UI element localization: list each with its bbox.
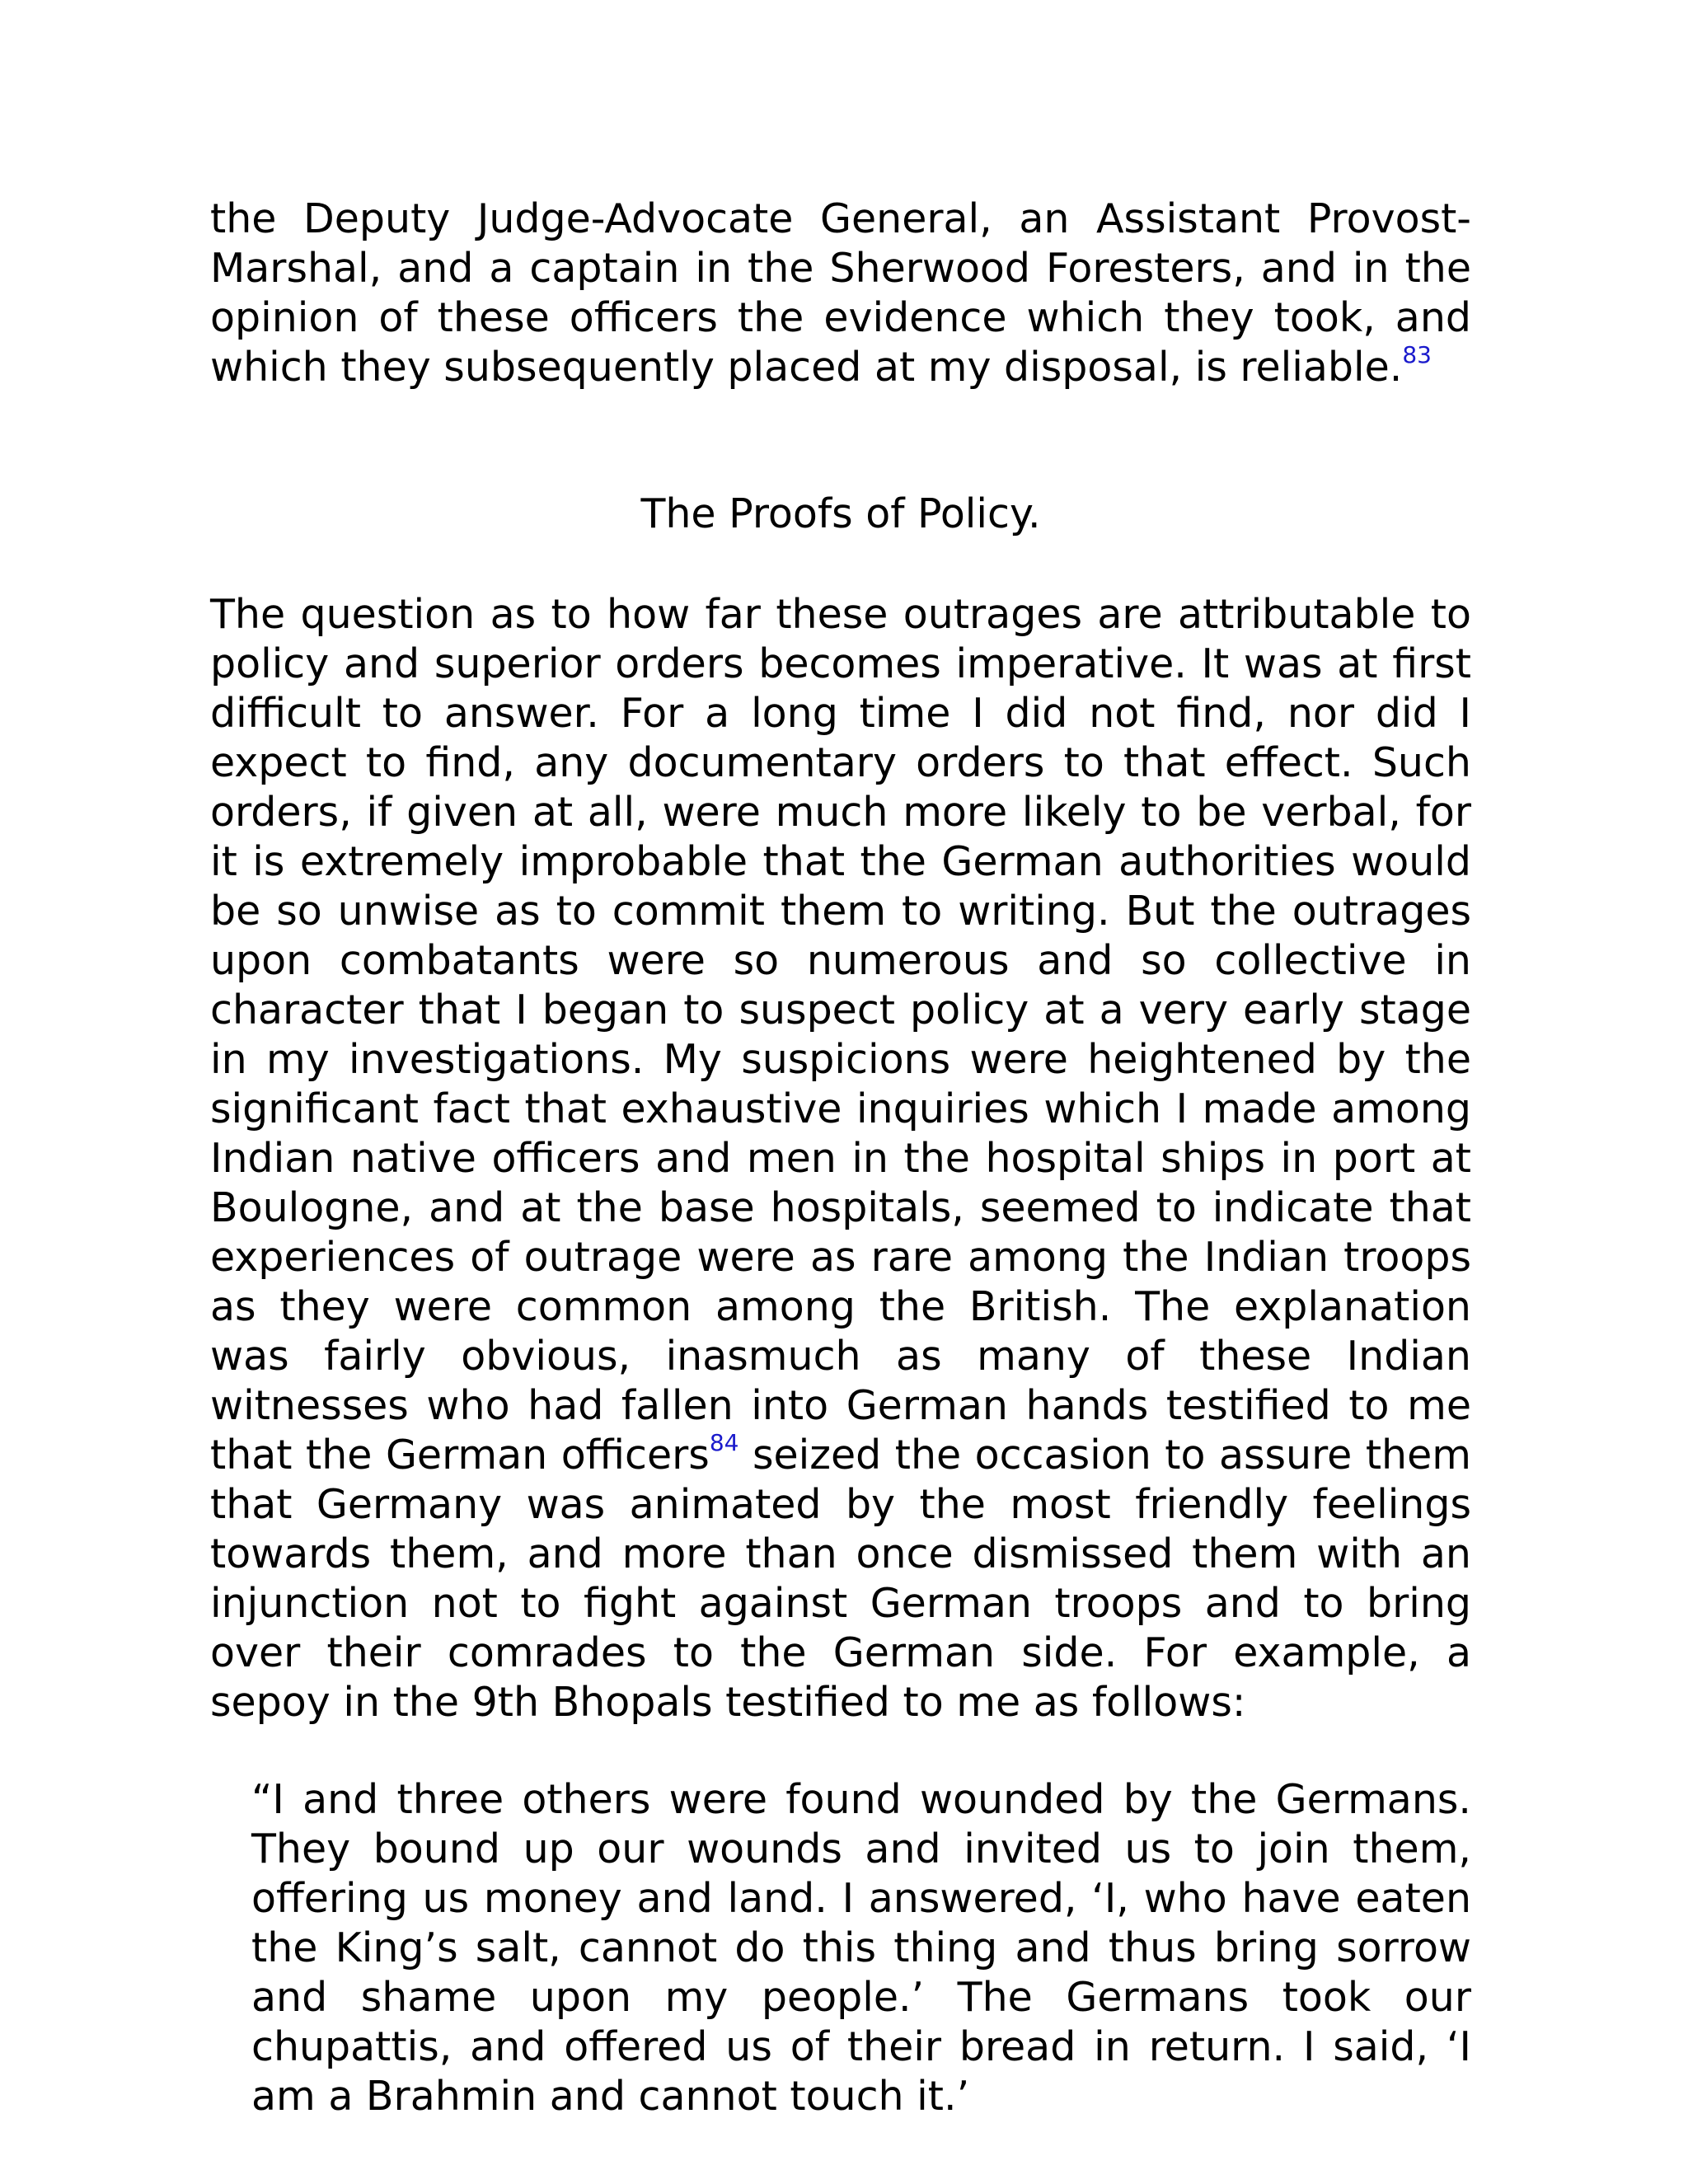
paragraph-policy [210,590,1471,1727]
paragraph-text-before-note: The question as to how far these outrages are attributable to policy and superior orders becomes imperative. It was at first difficult to answer. For a long time I did not find, nor did I expect to find, any documentary orders to that effect. Such orders, if given at all, were much more likely to be verbal, for it is extremely improbable that the German authorities would be so unwise as to commit them to writing. But the outrages upon combatants were so numerous and so collective in character that I began to suspect policy at a very early stage in my investigations. My suspicions were heightened by the significant fact that exhaustive inquiries which I made among Indian native officers and men in the hospital ships in port at Boulogne, and at the base hospitals, seemed to indicate that experiences of outrage were as rare among the Indian troops as they were common among the British. The explanation was fairly obvious, inasmuch as many of these Indian witnesses who had fallen into German hands testified to me that the German officers [210,591,1471,1479]
text-column [210,194,1471,2121]
footnote-link-83[interactable]: 83 [1402,341,1432,368]
paragraph-reliability [210,194,1471,392]
paragraph-text: the Deputy Judge-Advocate General, an Assistant Provost-Marshal, and a captain in the Sherwood Foresters, and in the opinion of these officers the evidence which they took, and which they subsequently placed at my disposal, is reliable. [210,195,1471,391]
sepoy-testimony-quote: “I and three others were found wounded by the Germans. They bound up our wounds and invited us to join them, offering us money and land. I answered, ‘I, who have eaten the King’s salt, cannot do this thing and thus bring sorrow and shame upon my people.’ The Germans took our chupattis, and offered us of their bread in return. I said, ‘I am a Brahmin and cannot touch it.’ [251,1776,1471,2120]
section-heading: The Proofs of Policy. [640,490,1041,537]
paragraph-text-after-note: seized the occasion to assure them that Germany was animated by the most friendly feelings towards them, and more than once dismissed them with an injunction not to fight against German troops and to bring over their comrades to the German side. For example, a sepoy in the 9th Bhopals testified to me as follows: [210,1432,1471,1726]
footnote-link-84[interactable]: 84 [709,1429,739,1456]
